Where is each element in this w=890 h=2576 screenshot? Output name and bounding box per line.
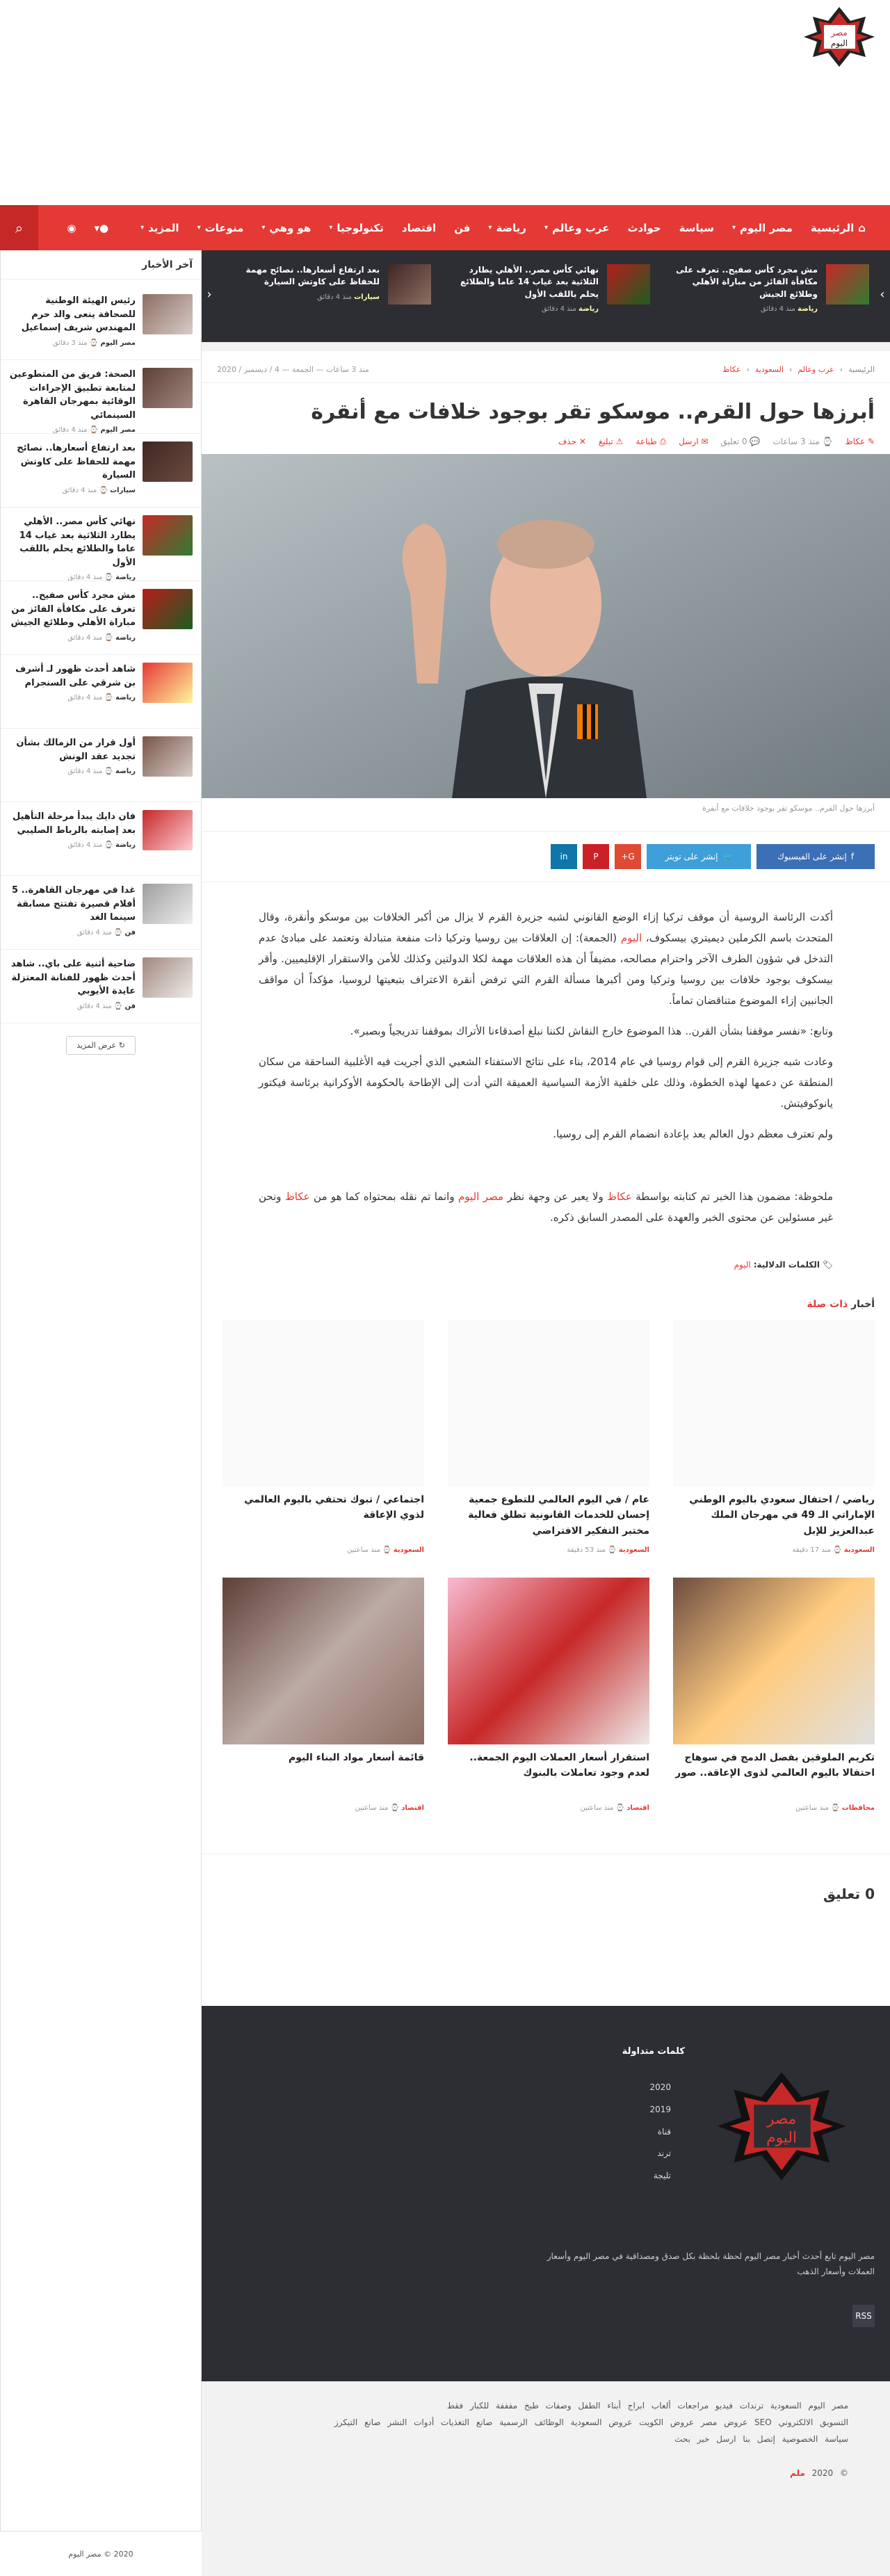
latest-news-sidebar [0,250,202,2576]
related-item[interactable]: استقرار أسعار العملات اليوم الجمعة.. لعدم وجود تعاملات بالبنوك اقتصاد ⌚ منذ ساعتين [448,1578,649,1812]
nav-item-economy[interactable]: اقتصاد [401,221,437,234]
print-link[interactable]: ⎙ طباعة [636,437,667,446]
chevron-down-icon: ▾ [140,224,145,232]
breadcrumb: الرئيسية › عرب وعالم › السعودية › عكاظ منذ 3 ساعات — الجمعة — 4 / ديسمبر / 2020 [202,351,890,383]
refresh-icon: ↻ [118,1041,125,1050]
comments-title: 0 تعليق [202,1854,890,1902]
nav-item-misc[interactable]: منوعات ▾ [197,221,244,234]
ticker-title: مش مجرد كأس صفيح.. تعرف على مكافأة الفائز من مباراة الأهلي وطلائع الجيش [676,265,818,299]
trending-link[interactable]: ترند [657,2148,671,2159]
article-source[interactable]: ✎ عكاظ [845,437,875,446]
ticker-item[interactable]: نهائي كأس مصر.. الأهلي يطارد الثلاثية بعد غياب 14 عاما والطلائع يحلم باللقب الأول رياضة منذ 4 دقائق [445,264,650,327]
related-item[interactable]: قائمة أسعار مواد البناء اليوم اقتصاد ⌚ منذ ساعتين [222,1578,424,1812]
chevron-down-icon: ▾ [197,224,201,232]
related-item[interactable]: عام / في اليوم العالمي للتطوع جمعية إحسان للخدمات القانونية تطلق فعالية مختبر التفكير الافتراضي السعودية ⌚ منذ 53 دقيقة [448,1320,649,1554]
site-logo[interactable] [803,6,876,68]
sidebar-news-item[interactable]: رئيس الهيئة الوطنية للصحافة ينعى والد حرم المهندس شريف إسماعيل مصر اليوم ⌚ منذ 3 دقائق [1,286,201,360]
sidebar-news-item[interactable]: أول قرار من الزمالك بشأن تجديد عقد الونش رياضة ⌚ منذ 4 دقائق [1,729,201,802]
sidebar-title: آخر الأخبار [1,250,201,280]
article-paragraph: ولم تعترف معظم دول العالم بعد بإعادة انضمام القرم إلى روسيا. [553,1128,833,1140]
breadcrumb-world[interactable]: عرب وعالم [798,365,834,374]
article-body [202,882,890,1251]
ticker-next-icon[interactable]: › [880,286,885,302]
sidebar-news-item[interactable]: بعد ارتفاع أسعارها.. نصائح مهمة للحفاظ على كاوتش السيارة سيارات ⌚ منذ 4 دقائق [1,434,201,508]
disclaimer: ملحوظة: مضمون هذا الخبر تم كتابته بواسطة عكاظ ولا يعبر عن وجهة نظر مصر اليوم وانما تم نقله بمحتواه كما هو من عكاظ ونحن غير مسئولين عن محتوى الخبر والعهدة على المصدر السابق ذكره. [259,1190,833,1224]
share-pinterest-button[interactable]: P [583,844,609,869]
send-link[interactable]: ✉ ارسل [679,437,709,446]
source-link[interactable]: عكاظ [284,1190,310,1203]
sidebar-news-item[interactable]: غدا في مهرجان القاهرة.. 5 أفلام قصيرة تفتتح مسابقة سينما الغد فن ⌚ منذ 4 دقائق [1,876,201,950]
ticker-item[interactable]: مش مجرد كأس صفيح.. تعرف على مكافأة الفائز من مباراة الأهلي وطلائع الجيش رياضة منذ 4 دقائق [664,264,869,327]
svg-text:مصر: مصر [831,28,848,38]
ticker-thumb [388,264,431,305]
ticker-item[interactable]: بعد ارتفاع أسعارها.. نصائح مهمة للحفاظ على كاوتش السيارة سيارات منذ 4 دقائق [226,264,431,327]
tag-icon: 🏷 [822,1260,833,1270]
article-meta [202,434,890,454]
sidebar-news-item[interactable]: الصحة: فريق من المتطوعين لمتابعة تطبيق الإجراءات الوقائية بمهرجان القاهرة السينمائي مصر اليوم ⌚ منذ 4 دقائق [1,360,201,434]
trending-link[interactable]: قناة [657,2126,671,2137]
nav-item-more[interactable]: المزيد ▾ [140,221,179,234]
nav-item-he-she[interactable]: هو وهي ▾ [261,221,312,234]
user-icon[interactable]: ●▾ [94,221,109,234]
breadcrumb-home[interactable]: الرئيسية [848,365,875,374]
twitter-icon: 🐦 [722,852,733,861]
nav-social-icons [58,222,118,234]
tags-row: 🏷 الكلمات الدلالية: اليوم [734,1260,833,1270]
footer-links-row[interactable]: سياسة الخصوصية إتصل بنا ارسل خبر بحث [674,2434,848,2444]
photo-caption: أبرزها حول القرم.. موسكو تقر بوجود خلافات مع أنقرة [702,804,875,813]
facebook-icon: f [850,852,855,861]
related-item[interactable]: تكريم الملوقين بفصل الدمج في سوهاج احتفالا باليوم العالمي لذوى الإعاقة.. صور محافظات ⌚ منذ ساعتين [673,1578,875,1812]
trending-title: كلمات متداولة [622,2046,685,2057]
source-link[interactable]: عكاظ [607,1190,632,1203]
article-main [202,351,890,2009]
article-comments-count[interactable]: 💬 0 تعليق [720,437,761,446]
related-item[interactable]: اجتماعي / تبوك تحتفي باليوم العالمي لذوي الإعاقة السعودية ⌚ منذ ساعتين [222,1320,424,1554]
nav-item-art[interactable]: فن [454,221,471,234]
rss-icon: RSS [855,2311,872,2321]
search-button[interactable] [0,205,38,250]
article-date: منذ 3 ساعات — الجمعة — 4 / ديسمبر / 2020 [217,365,369,374]
nav-item-sports[interactable]: رياضة ▾ [488,221,526,234]
tag-link[interactable]: اليوم [734,1260,751,1270]
footer-copyright: © 2020 ملم [790,2468,848,2478]
breadcrumb-okaz[interactable]: عكاظ [722,365,741,374]
article-title: أبرزها حول القرم.. موسكو تقر بوجود خلافات مع أنقرة [311,400,875,424]
nav-item-accidents[interactable]: حوادث [627,221,661,234]
footer [202,2006,890,2381]
related-item[interactable]: رياضي / احتفال سعودي باليوم الوطني الإماراتي الـ 49 في مهرجان الملك عبدالعزيز للإبل السعودية ⌚ منذ 17 دقيقة [673,1320,875,1554]
article-photo [202,454,890,798]
main-nav [0,205,890,250]
chevron-down-icon: ▾ [731,224,736,232]
ticker-thumb [826,264,869,305]
report-link[interactable]: ⚠ تبليغ [598,437,624,446]
sidebar-news-item[interactable]: فان دايك يبدأ مرحلة التأهيل بعد إصابته بالرباط الصليبي رياضة ⌚ منذ 4 دقائق [1,802,201,876]
share-twitter-button[interactable]: 🐦 إنشر على تويتر [647,844,751,869]
show-more-button[interactable]: ↻ عرض المزيد [66,1036,136,1055]
trending-links [546,2077,671,2187]
sidebar-news-item[interactable]: نهائي كأس مصر.. الأهلي يطارد الثلاثية بعد غياب 14 عاما والطلائع يحلم باللقب الأول رياضة ⌚ منذ 4 دقائق [1,508,201,581]
header [0,0,890,205]
nav-item-world[interactable]: عرب وعالم ▾ [544,221,610,234]
ticker-title: نهائي كأس مصر.. الأهلي يطارد الثلاثية بعد غياب 14 عاما والطلائع يحلم باللقب الأول [460,265,599,299]
bottom-copyright: 2020 © مصر اليوم [0,2531,202,2576]
sidebar-news-item[interactable]: شاهد أحدث ظهور لـ أشرف بن شرقي على السنجرام رياضة ⌚ منذ 4 دقائق [1,655,201,729]
ticker-title: بعد ارتفاع أسعارها.. نصائح مهمة للحفاظ على كاوتش السيارة [245,265,380,287]
share-google-button[interactable]: G+ [615,844,641,869]
footer-nav [202,2381,890,2520]
chevron-down-icon: ▾ [329,224,333,232]
inline-link[interactable]: اليوم [620,932,642,944]
footer-links-row[interactable]: مصر اليوم السعودية ترندات فيديو مراجعات ألعاب ابراج أبناء الطفل وصفات طبخ مفففة للكبار فقط [446,2401,848,2411]
footer-rss-button[interactable] [852,2305,875,2327]
nav-item-tech[interactable]: تكنولوجيا ▾ [329,221,384,234]
home-icon: ⌂ [858,221,866,234]
sidebar-news-item[interactable]: مش مجرد كأس صفيح.. تعرف على مكافأة الفائز من مباراة الأهلي وطلائع الجيش رياضة ⌚ منذ 4 دقائق [1,581,201,655]
trending-link[interactable]: 2020 [649,2082,671,2092]
trending-link[interactable]: 2019 [649,2104,671,2114]
nav-item-home[interactable]: ⌂ الرئيسية [810,221,866,234]
article-paragraph: وعادت شبه جزيرة القرم إلى قوام روسيا في عام 2014، بناء على نتائج الاستفتاء الشعبي الذي أجريت فيه الأغلبية الساحقة من سكان المنطقة عن دعمها لهذه الخطوة، وذلك على خلفية الأزمة السياسية العميقة التي أدت إلى الإطاحة بالحكومة الأوكرانية برئاسة فيكتور يانوكوفيتش. [259,1055,833,1110]
footer-links-row[interactable]: التسويق الالكتروني SEO عروض مصر عروض الكويت عروض السعودية الوظائف الرسمية صانع التغذيات أدوات النشر صانع التيكرز [334,2417,848,2427]
news-ticker [202,250,890,342]
footer-description: مصر اليوم تابع أحدث أخبار مصر اليوم لحظة بلحظة بكل صدق ومصداقية في مصر اليوم وأسعار العملات وأسعار الذهب [547,2251,875,2276]
related-title: أخبار ذات صلة [807,1299,875,1310]
nav-item-egypt[interactable]: مصر اليوم ▾ [731,221,793,234]
related-news [202,1278,890,1812]
footer-logo[interactable] [716,2060,848,2192]
breadcrumb-saudi[interactable]: السعودية [754,365,784,374]
svg-text:اليوم: اليوم [766,2129,798,2147]
chevron-down-icon: ▾ [261,224,266,232]
article-time: ⌚ منذ 3 ساعات [772,437,833,446]
site-link[interactable]: مصر اليوم [458,1190,504,1203]
ticker-prev-icon[interactable]: ‹ [207,286,212,302]
share-bar [202,831,890,882]
delete-link[interactable]: ✕ حذف [558,437,586,446]
sidebar-news-item[interactable]: ضاحية أثنية على باي.. شاهد أحدث ظهور للفنانة المعتزلة عايدة الأيوبي فن ⌚ منذ 4 دقائق [1,950,201,1023]
share-facebook-button[interactable]: f إنشر على الفيسبوك [756,844,875,869]
ticker-thumb [607,264,650,305]
rss-icon[interactable]: ◉ [67,221,76,234]
svg-text:مصر: مصر [766,2110,797,2128]
share-linkedin-button[interactable]: in [551,844,577,869]
article-paragraph: أكدت الرئاسة الروسية أن موقف تركيا إزاء الوضع القانوني لشبه جزيرة القرم لا يزال من أكبر الخلافات بين موسكو وأنقرة، وقال المتحدث باسم الكرملين ديميتري بيسكوف، اليوم (الجمعة): إن العلاقات بين روسيا وتركيا ذات منفعة متبادلة وتعتمد على مبادئ عدم التدخل في شؤون الطرف الآخر واحترام مصالحه، مضيفاً أن هذه العلاقات مهمة لكلا الدولتين وكذلك للأمن والاستقرار الإقليميين. وأقر بيسكوف بوجود خلافات بين روسيا وتركيا ومن أكبرها مسألة القرم التي ترفض أنقرة الاعتراف بتبعيتها لروسيا، مؤكداً أن مواقف الجانبين إزاء الموضوع متناقضان تماماً. [259,911,833,1007]
trending-link[interactable]: تليجة [653,2171,671,2181]
article-paragraph: وتابع: «نفسر موقفنا بشأن القرن.. هذا الموضوع خارج النقاش لكننا نبلغ أصدقاءنا الأتراك بموقفنا تدريجياً وبصبر». [350,1025,833,1037]
chevron-down-icon: ▾ [488,224,492,232]
nav-item-politics[interactable]: سياسة [679,221,714,234]
svg-text:اليوم: اليوم [830,38,848,48]
search-icon: ⌕ [15,219,24,236]
chevron-down-icon: ▾ [544,224,548,232]
